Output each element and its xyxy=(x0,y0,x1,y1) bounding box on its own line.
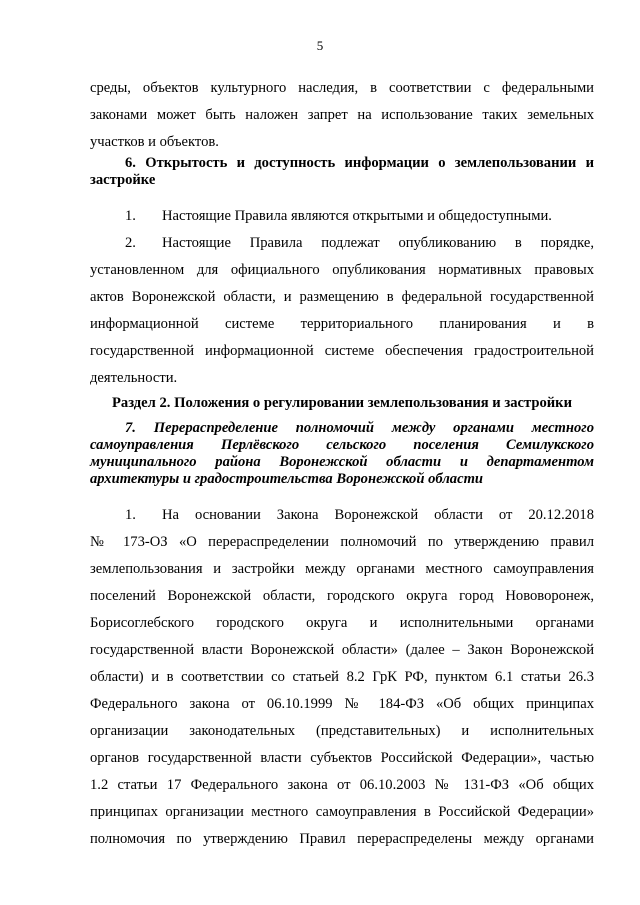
section7-item1-line: № 173-ОЗ «О перераспределении полномочий по утверждению правил xyxy=(90,534,594,550)
item-number: 1. xyxy=(125,208,136,224)
page-number: 5 xyxy=(316,38,324,53)
section6-item2-line: деятельности. xyxy=(90,370,178,386)
section7-item1-line: государственной власти Воронежской области» (далее – Закон Воронежской xyxy=(90,642,594,658)
section6-item2-line: информационной системе территориального планирования и в xyxy=(90,316,594,332)
section6-item2-first-line xyxy=(90,230,594,257)
section6-heading-line: 6. Открытость и доступность информации о землепользовании и xyxy=(125,155,594,171)
item-text: Настоящие Правила являются открытыми и общедоступными. xyxy=(162,208,552,224)
item-number: 1. xyxy=(125,507,136,523)
intro-line: законами может быть наложен запрет на использование таких земельных xyxy=(90,107,594,123)
section7-heading-line: муниципального района Воронежской области и департаментом xyxy=(90,454,594,470)
section7-item1-line: Борисоглебского городского округа и исполнительными органами xyxy=(90,615,594,631)
section7-item1-line: организации законодательных (представительных) и исполнительных xyxy=(90,723,594,739)
section6-item2-line: государственной информационной системе обеспечения градостроительной xyxy=(90,343,594,359)
section6-item2-line: актов Воронежской области, и размещению в федеральной государственной xyxy=(90,289,594,305)
section7-item1-line: принципах организации местного самоуправления в Российской Федерации» xyxy=(90,804,594,820)
item-text: Настоящие Правила подлежат опубликованию в порядке, xyxy=(162,235,594,251)
intro-line: среды, объектов культурного наследия, в соответствии с федеральными xyxy=(90,80,594,96)
section7-heading-line: самоуправления Перлёвского сельского поселения Семилукского xyxy=(90,437,594,453)
section7-item1-line: полномочия по утверждению Правил перераспределены между органами xyxy=(90,831,594,847)
section7-item1-line: области) и в соответствии со статьей 8.2 ГрК РФ, пунктом 6.1 статьи 26.3 xyxy=(90,669,594,685)
item-number: 2. xyxy=(125,235,136,251)
section7-item1-line: поселений Воронежской области, городского округа город Нововоронеж, xyxy=(90,588,594,604)
section7-item1-line: органов государственной власти субъектов Российской Федерации», частью xyxy=(90,750,594,766)
item-text: На основании Закона Воронежской области от 20.12.2018 xyxy=(162,507,594,523)
section7-heading-line: 7. Перераспределение полномочий между органами местного xyxy=(125,420,594,436)
part2-heading: Раздел 2. Положения о регулировании землепользования и застройки xyxy=(111,395,572,411)
page-content xyxy=(90,75,594,853)
section6-heading-line: застройке xyxy=(90,172,156,188)
section7-item1-line: Федерального закона от 06.10.1999 № 184-ФЗ «Об общих принципах xyxy=(90,696,594,712)
section6-item2-line: установленном для официального опубликования нормативных правовых xyxy=(90,262,594,278)
intro-line: участков и объектов. xyxy=(90,134,219,150)
section7-item1-line: 1.2 статьи 17 Федерального закона от 06.10.2003 № 131-ФЗ «Об общих xyxy=(90,777,594,793)
section7-item1-first-line xyxy=(90,502,594,529)
section7-item1-line: землепользования и застройки между органами местного самоуправления xyxy=(90,561,594,577)
section7-heading-line: архитектуры и градостроительства Воронежской области xyxy=(90,471,484,487)
section6-item1 xyxy=(90,203,594,230)
